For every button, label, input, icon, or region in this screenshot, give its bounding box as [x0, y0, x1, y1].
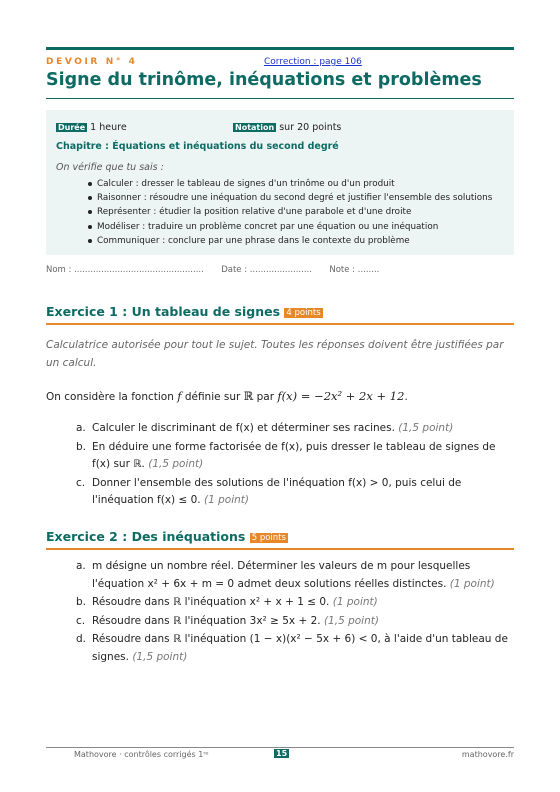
exercise-1-intro: On considère la fonction f définie sur ℝ par f(x) = −2x² + 2x + 12. — [46, 389, 408, 403]
exercise-2-divider — [46, 548, 514, 550]
question-item: a. m désigne un nombre réel. Déterminer les valeurs de m pour lesquelles l'équation x² + 6x + m = 0 admet deux solutions réelles distinctes. (1 point) — [76, 560, 495, 590]
duree-tag: Durée — [58, 123, 86, 132]
notation-tag: Notation — [235, 123, 275, 132]
exercise-2-questions — [76, 558, 514, 667]
page-title: Signe du trinôme, inéquations et problèmes — [46, 70, 482, 90]
bullet-icon — [88, 182, 92, 186]
bullet-icon — [88, 196, 92, 200]
question-item: c. Résoudre dans ℝ l'inéquation 3x² ≥ 5x + 2. (1,5 point) — [76, 614, 379, 627]
bullet-icon — [88, 210, 92, 214]
bullet-icon — [88, 225, 92, 229]
skills-list — [88, 177, 492, 248]
exercise-1-note: Calculatrice autorisée pour tout le sujet. Toutes les réponses doivent être justifiées par un calcul. — [46, 339, 504, 369]
question-item: a. Calculer le discriminant de f(x) et déterminer ses racines. (1,5 point) — [76, 422, 454, 434]
exercise-1-points-badge: 4 points — [286, 308, 321, 318]
duree-line — [56, 122, 127, 133]
note-field[interactable]: Note : ........ — [329, 265, 380, 275]
notation-line — [233, 122, 341, 133]
bullet-icon — [88, 239, 92, 243]
correction-link[interactable]: Correction : page 106 — [264, 57, 362, 67]
exercise-2-title: Exercice 2 : Des inéquations 5 points — [46, 529, 286, 544]
skill-item: Raisonner : résoudre une inéquation du second degré et justifier l'ensemble des solutions — [88, 191, 492, 205]
devoir-label: DEVOIR N° 4 — [46, 57, 138, 67]
exercise-1-divider — [46, 323, 514, 325]
nom-field[interactable]: Nom : ................................................ — [46, 265, 204, 275]
skill-item: Modéliser : traduire un problème concret par une équation ou une inéquation — [88, 220, 492, 234]
title-divider — [46, 98, 514, 99]
footer-source: Mathovore · contrôles corrigés 1ʳᵉ — [74, 750, 209, 759]
exercise-1-questions — [76, 420, 514, 511]
footer-site[interactable]: mathovore.fr — [461, 750, 514, 759]
student-fields — [46, 265, 379, 275]
exercise-1-title: Exercice 1 : Un tableau de signes 4 points — [46, 304, 321, 319]
date-field[interactable]: Date : ....................... — [221, 265, 312, 275]
skill-item: Communiquer : conclure par une phrase dans le contexte du problème — [88, 234, 492, 248]
page-number: 15 — [276, 749, 288, 758]
skill-item: Représenter : étudier la position relative d'une parabole et d'une droite — [88, 205, 492, 219]
question-item: c. Donner l'ensemble des solutions de l'inéquation f(x) > 0, puis celui de l'inéquation f(x) ≤ 0. (1 point) — [76, 476, 462, 506]
chapter-title: Chapitre : Équations et inéquations du second degré — [56, 141, 339, 152]
question-item: b. Résoudre dans ℝ l'inéquation x² + x + 1 ≤ 0. (1 point) — [76, 596, 378, 608]
duree-value: 1 heure — [90, 122, 127, 133]
exercise-2-points-badge: 5 points — [251, 533, 286, 543]
top-rule — [46, 47, 514, 50]
question-item: b. En déduire une forme factorisée de f(x), puis dresser le tableau de signes de f(x) sur ℝ. (1,5 point) — [76, 440, 496, 470]
skill-item: Calculer : dresser le tableau de signes d'un trinôme ou d'un produit — [88, 177, 492, 191]
skills-intro: On vérifie que tu sais : — [56, 162, 164, 173]
page — [46, 0, 514, 792]
notation-value: sur 20 points — [279, 122, 342, 133]
footer-divider — [46, 747, 514, 748]
question-item: d. Résoudre dans ℝ l'inéquation (1 − x)(x² − 5x + 6) < 0, à l'aide d'un tableau de signes. (1,5 point) — [76, 633, 508, 663]
info-box — [46, 110, 514, 255]
